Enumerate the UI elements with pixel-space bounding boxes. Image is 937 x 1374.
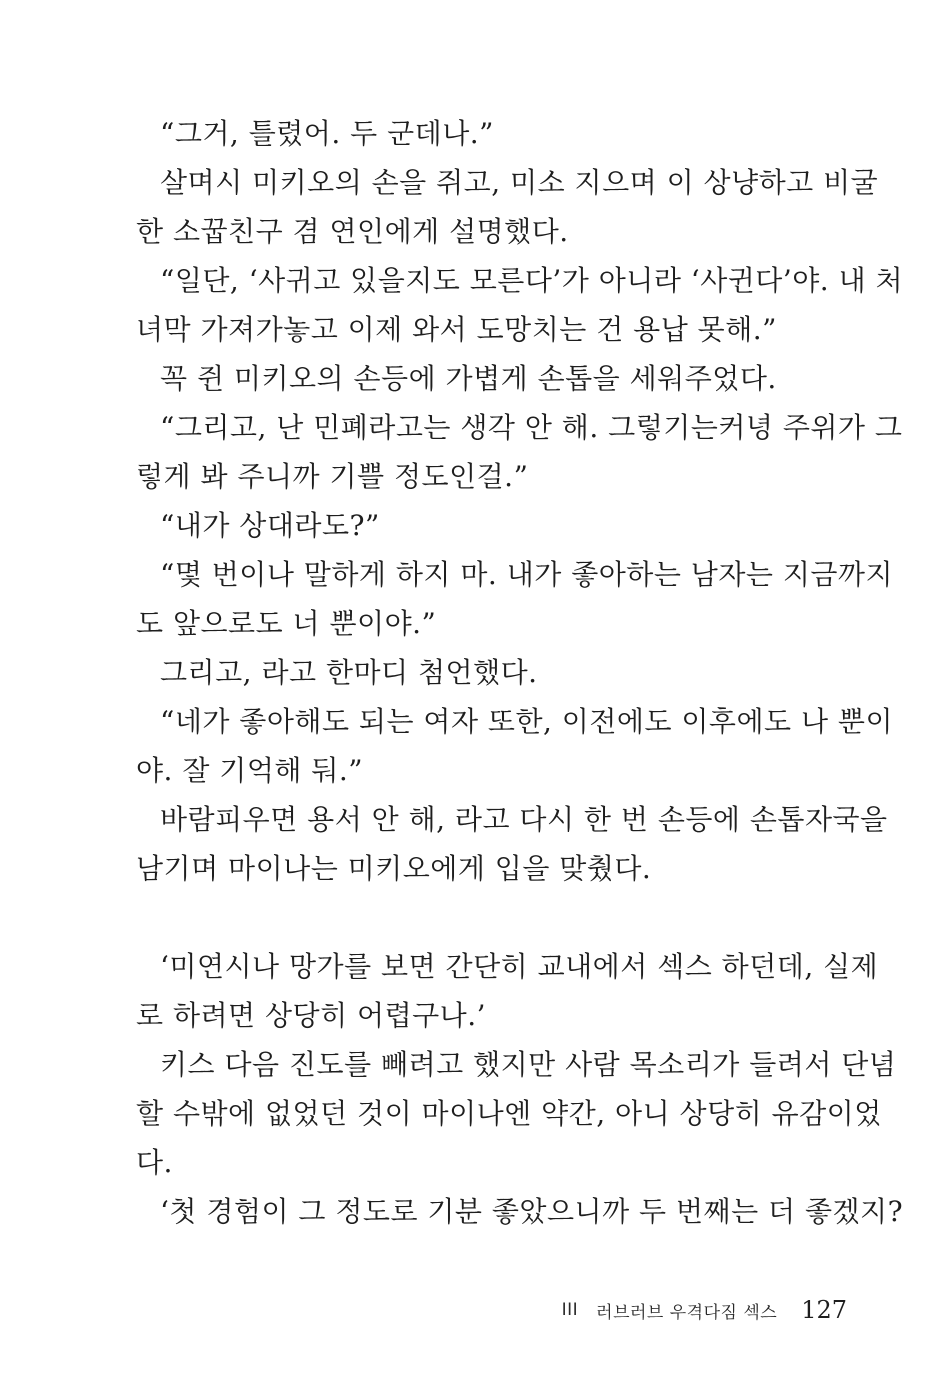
text-line: 다. [136, 1146, 173, 1179]
text-line: “그리고, 난 민폐라고는 생각 안 해. 그렇기는커녕 주위가 그 [160, 411, 903, 444]
text-line: 도 앞으로도 너 뿐이야.” [136, 607, 437, 640]
text-line: 키스 다음 진도를 빼려고 했지만 사람 목소리가 들려서 단념 [160, 1048, 897, 1081]
text-line: 녀막 가져가놓고 이제 와서 도망치는 건 용납 못해.” [136, 313, 777, 346]
text-line: 야. 잘 기억해 둬.” [136, 754, 364, 787]
part-number: III [561, 1300, 579, 1320]
text-line: ‘미연시나 망가를 보면 간단히 교내에서 섹스 하던데, 실제 [160, 950, 879, 983]
page-footer [562, 1290, 847, 1330]
text-line: 바람피우면 용서 안 해, 라고 다시 한 번 손등에 손톱자국을 [160, 803, 888, 836]
text-line: 남기며 마이나는 미키오에게 입을 맞췄다. [136, 852, 652, 885]
text-line: 그리고, 라고 한마디 첨언했다. [160, 656, 538, 689]
text-line: 살며시 미키오의 손을 쥐고, 미소 지으며 이 상냥하고 비굴 [160, 166, 879, 199]
text-line: 렇게 봐 주니까 기쁠 정도인걸.” [136, 460, 529, 493]
page-number: 127 [801, 1296, 847, 1324]
text-line: “일단, ‘사귀고 있을지도 모른다’가 아니라 ‘사귄다’야. 내 처 [160, 264, 904, 297]
text-line: “네가 좋아해도 되는 여자 또한, 이전에도 이후에도 나 뿐이 [160, 705, 894, 738]
text-line: 로 하려면 상당히 어렵구나.’ [136, 999, 487, 1032]
chapter-title: 러브러브 우격다짐 섹스 [596, 1302, 778, 1323]
text-line: 할 수밖에 없었던 것이 마이나엔 약간, 아니 상당히 유감이었 [136, 1097, 882, 1130]
text-line: “내가 상대라도?” [160, 509, 380, 542]
text-line: “그거, 틀렸어. 두 군데나.” [160, 117, 494, 150]
text-line: 꼭 쥔 미키오의 손등에 가볍게 손톱을 세워주었다. [160, 362, 777, 395]
text-line: ‘첫 경험이 그 정도로 기분 좋았으니까 두 번째는 더 좋겠지? [160, 1195, 904, 1228]
text-line: “몇 번이나 말하게 하지 마. 내가 좋아하는 남자는 지금까지 [160, 558, 894, 591]
text-line: 한 소꿉친구 겸 연인에게 설명했다. [136, 215, 569, 248]
